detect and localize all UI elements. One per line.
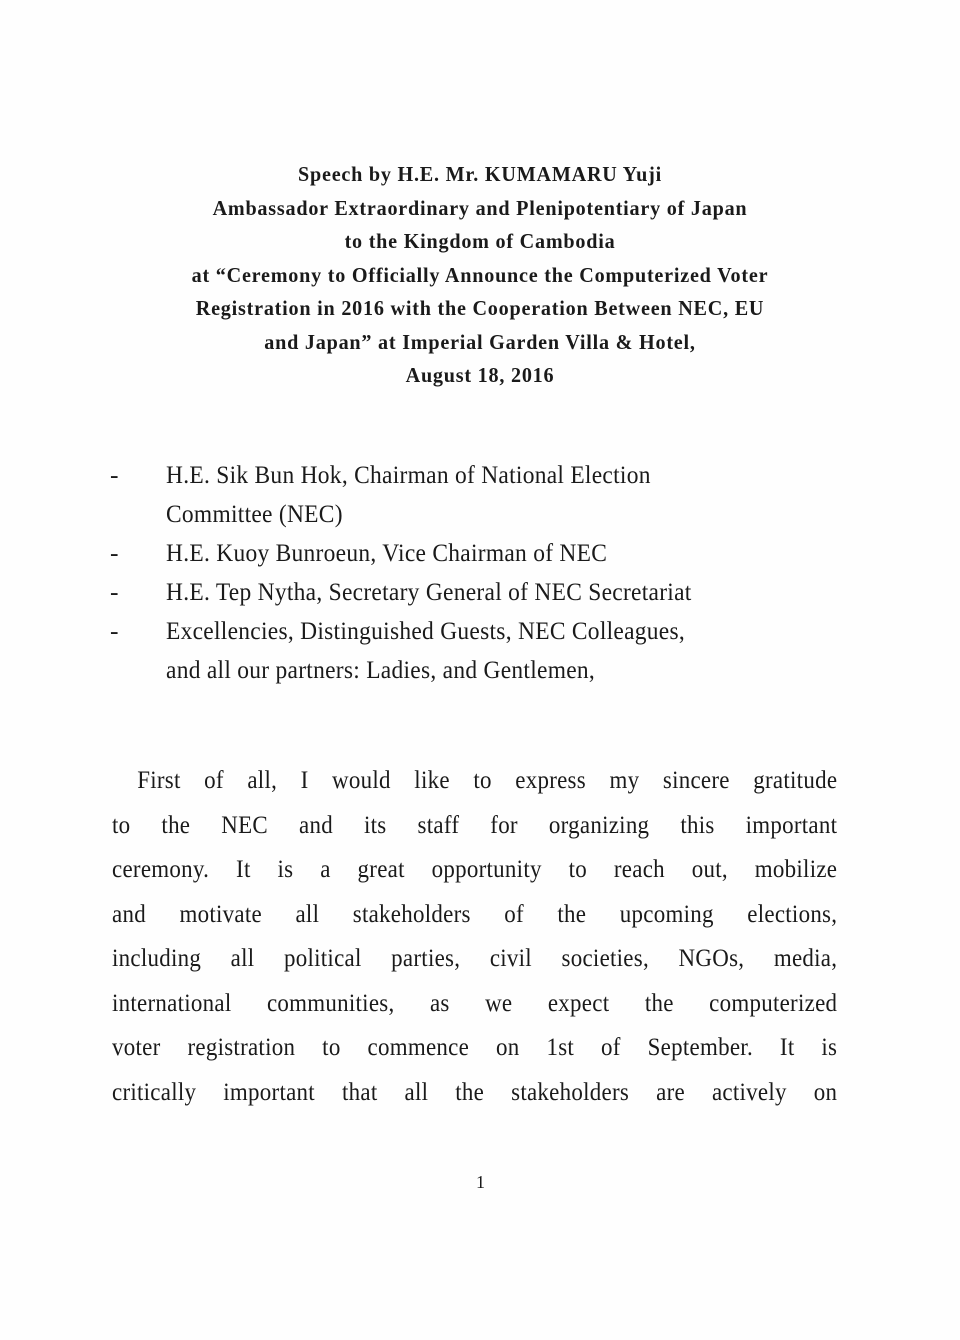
title-line: and Japan” at Imperial Garden Villa & Hotel, — [264, 329, 696, 354]
page-number: 1 — [476, 1172, 485, 1192]
addressee-line: H.E. Kuoy Bunroeun, Vice Chairman of NEC — [166, 538, 608, 567]
title-line: Ambassador Extraordinary and Plenipotentiary of Japan — [212, 195, 748, 220]
paragraph-line: including all political parties, civil societies, NGOs, media, — [112, 943, 838, 972]
list-bullet: - — [110, 460, 119, 489]
addressee-line: H.E. Tep Nytha, Secretary General of NEC Secretariat — [166, 577, 692, 606]
addressee-item — [110, 533, 850, 572]
title-line: at “Ceremony to Officially Announce the Computerized Voter — [191, 262, 769, 287]
paragraph-line: critically important that all the stakeholders are actively on — [112, 1076, 838, 1106]
title-line: Speech by H.E. Mr. KUMAMARU Yuji — [298, 162, 662, 186]
list-bullet: - — [110, 616, 119, 645]
title-line: Registration in 2016 with the Cooperation Between NEC, EU — [195, 296, 765, 320]
paragraph-line: First of all, I would like to express my sincere gratitude — [137, 765, 838, 794]
paragraph-line: and motivate all stakeholders of the upcoming elections, — [112, 898, 838, 928]
addressee-item — [110, 455, 850, 533]
addressee-item — [110, 611, 850, 689]
paragraph-line: to the NEC and its staff for organizing this important — [112, 809, 838, 839]
paragraph-line: voter registration to commence on 1st of September. It is — [112, 1032, 838, 1061]
speech-title — [115, 158, 845, 393]
addressee-line: H.E. Sik Bun Hok, Chairman of National Election — [166, 460, 651, 489]
list-bullet: - — [110, 538, 119, 567]
addressee-line: Committee (NEC) — [166, 499, 343, 528]
list-bullet: - — [110, 577, 119, 606]
paragraph-line: international communities, as we expect the computerized — [112, 987, 838, 1017]
title-line: to the Kingdom of Cambodia — [344, 229, 616, 253]
addressee-line: and all our partners: Ladies, and Gentlemen, — [166, 655, 596, 684]
title-line: August 18, 2016 — [405, 363, 555, 387]
addressee-line: Excellencies, Distinguished Guests, NEC Colleagues, — [166, 616, 686, 645]
body-paragraph — [112, 758, 838, 1114]
paragraph-line: ceremony. It is a great opportunity to reach out, mobilize — [112, 854, 838, 883]
addressee-list — [110, 455, 850, 689]
addressee-item — [110, 572, 850, 611]
